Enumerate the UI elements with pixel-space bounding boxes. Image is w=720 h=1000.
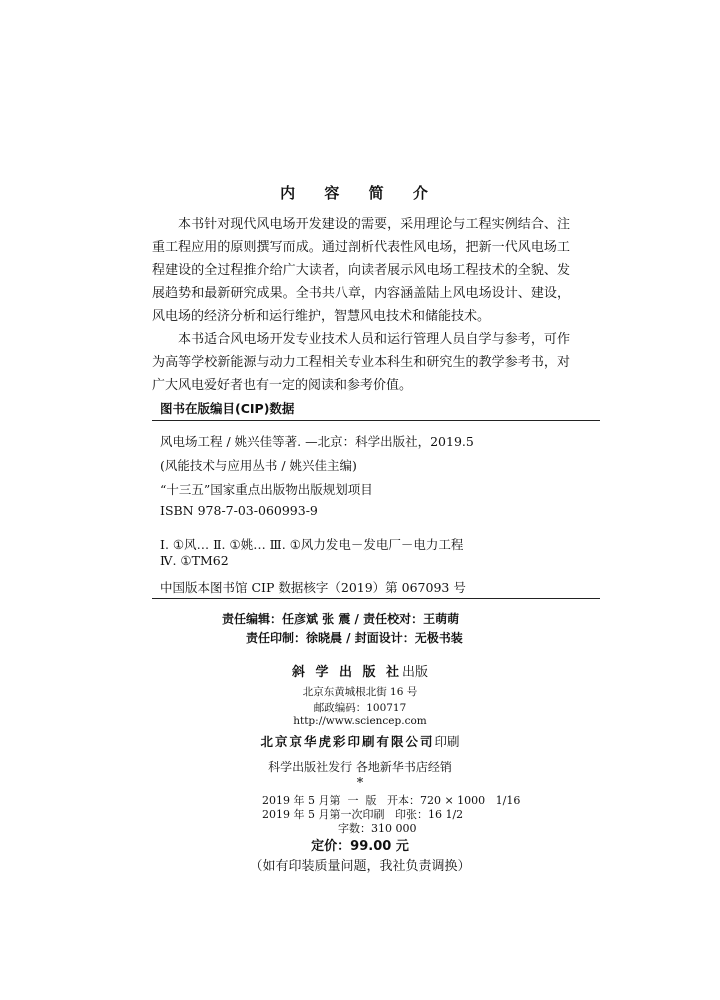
summary-paragraph: 本书针对现代风电场开发建设的需要，采用理论与工程实例结合、注重工程应用的原则撰写而成。通过剖析代表性风电场，把新一代风电场工程建设的全过程推介给广大读者，向读者展示风电场工程技术的全貌、发展趋势和最新研究成果。全书共八章，内容涵盖陆上风电场设计、建设，风电场的经济分析和运行维护，智慧风电技术和储能技术。 — [152, 217, 570, 324]
cip-bottom-rule — [152, 598, 600, 599]
publisher-website: http://www.sciencep.com — [293, 715, 427, 727]
printer-name: 北京京华虎彩印刷有限公司 — [260, 734, 435, 749]
summary-paragraph: 本书适合风电场开发专业技术人员和运行管理人员自学与参考，可作为高等学校新能源与动力工程相关专业本科生和研究生的教学参考书，对广大风电爱好者也有一定的阅读和参考价值。 — [152, 332, 570, 393]
separator-star: * — [356, 776, 364, 791]
distribution-line: 科学出版社发行 各地新华书店经销 — [268, 760, 452, 774]
publisher-line — [0, 661, 720, 680]
printer-line — [0, 732, 720, 750]
cip-top-rule — [152, 420, 600, 421]
edition-line: 2019 年 5 月第 一 版 开本：720 × 1000 1/16 — [262, 794, 521, 807]
production-credits: 责任印制：徐晓晨 / 封面设计：无极书装 — [246, 631, 463, 645]
printer-suffix: 印刷 — [434, 734, 460, 749]
cip-line: (风能技术与应用丛书 / 姚兴佳主编) — [160, 458, 357, 473]
cip-record-number: 中国版本图书馆 CIP 数据核字（2019）第 067093 号 — [160, 580, 466, 595]
cip-isbn: ISBN 978-7-03-060993-9 — [160, 503, 318, 518]
summary-text — [152, 213, 570, 397]
publisher-postcode: 邮政编码：100717 — [313, 702, 407, 714]
summary-title: 内 容 简 介 — [280, 184, 440, 202]
cip-heading: 图书在版编目(CIP)数据 — [160, 401, 295, 416]
price: 定价：99.00 元 — [311, 839, 409, 854]
cip-line: “十三五”国家重点出版物出版规划项目 — [160, 482, 373, 497]
publisher-address: 北京东黄城根北街 16 号 — [302, 686, 418, 698]
publisher-name: 斜 学 出 版 社 — [291, 665, 403, 680]
quality-notice: （如有印装质量问题，我社负责调换） — [249, 859, 471, 874]
editor-credits: 责任编辑：任彦斌 张 震 / 责任校对：王萌萌 — [222, 612, 460, 626]
printing-line: 2019 年 5 月第一次印刷 印张：16 1/2 — [262, 808, 464, 821]
cip-line: 风电场工程 / 姚兴佳等著. —北京：科学出版社，2019.5 — [160, 434, 474, 449]
cip-classification: Ⅳ. ①TM62 — [160, 553, 229, 568]
word-count: 字数：310 000 — [338, 822, 417, 835]
cip-classification: Ⅰ. ①风… Ⅱ. ①姚… Ⅲ. ①风力发电－发电厂－电力工程 — [160, 537, 464, 552]
publisher-suffix: 出版 — [402, 665, 429, 680]
